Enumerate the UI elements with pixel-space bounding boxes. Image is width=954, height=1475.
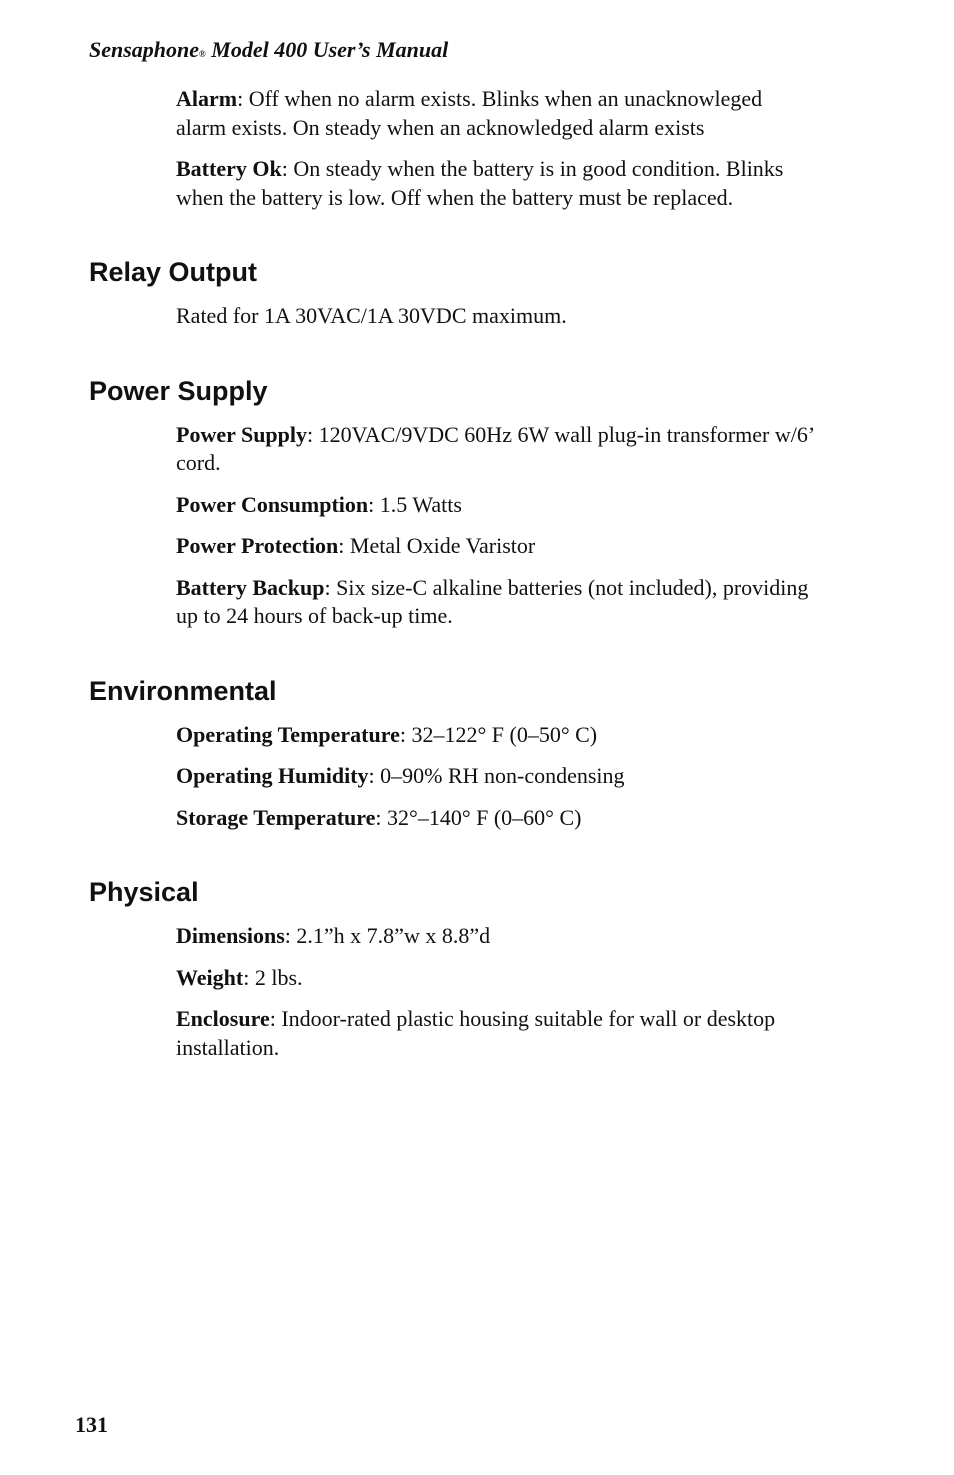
spec-label: Battery Backup [176, 574, 325, 600]
spec-item-operating-temperature [176, 721, 816, 750]
page-number: 131 [75, 1412, 108, 1437]
spec-text: : 32–122° F (0–50° C) [399, 721, 598, 747]
header-brand: Sensaphone [89, 37, 200, 62]
spec-item-storage-temperature [176, 804, 816, 833]
spec-item-battery-backup [176, 574, 816, 631]
spec-text: : 1.5 Watts [368, 491, 462, 517]
spec-item-weight [176, 964, 816, 993]
spec-label: Power Protection [176, 533, 339, 558]
spec-text: : Six size-C alkaline batteries (not included), providing up to 24 hours of back-up time. [176, 574, 809, 628]
spec-label: Power Supply [176, 421, 308, 447]
spec-item-relay-rating [176, 302, 816, 331]
spec-text: : On steady when the battery is in good condition. Blinks when the battery is low. Off when the battery must be replaced. [176, 156, 784, 210]
spec-text: : 2 lbs. [243, 964, 303, 990]
spec-label: Battery Ok [176, 156, 282, 181]
spec-label: Dimensions [176, 923, 285, 948]
spec-text: Rated for 1A 30VAC/1A 30VDC maximum. [176, 303, 567, 328]
spec-item-dimensions [176, 922, 816, 951]
spec-label: Enclosure [176, 1006, 270, 1031]
spec-text: : Metal Oxide Varistor [338, 533, 536, 558]
spec-label: Storage Temperature [176, 804, 376, 830]
spec-label: Weight [176, 964, 244, 990]
section-heading-relay-output: Relay Output [89, 257, 258, 287]
spec-label: Alarm [176, 86, 238, 111]
section-heading-environmental: Environmental [89, 675, 277, 706]
spec-text: : 120VAC/9VDC 60Hz 6W wall plug-in transformer w/6’ cord. [176, 421, 814, 475]
spec-item-power-consumption [176, 491, 816, 520]
spec-item-battery-ok [176, 155, 816, 212]
spec-item-alarm [176, 85, 816, 142]
spec-item-enclosure [176, 1005, 816, 1062]
header-title: Model 400 User’s Manual [205, 37, 449, 62]
spec-item-power-protection [176, 532, 816, 561]
running-header [89, 36, 448, 68]
spec-text: : 2.1”h x 7.8”w x 8.8”d [284, 923, 491, 948]
spec-label: Operating Humidity [176, 763, 369, 788]
spec-text: : Off when no alarm exists. Blinks when an unacknowleged alarm exists. On steady when an acknowledged alarm exists [176, 86, 763, 140]
spec-text: : 0–90% RH non-condensing [368, 763, 625, 788]
section-heading-power-supply: Power Supply [89, 375, 268, 406]
spec-text: : 32°–140° F (0–60° C) [375, 804, 582, 830]
document-body [0, 85, 954, 1075]
spec-label: Operating Temperature [176, 721, 400, 747]
registered-mark: ® [199, 49, 206, 59]
spec-item-operating-humidity [176, 762, 816, 791]
spec-item-power-supply [176, 421, 816, 478]
section-heading-physical: Physical [89, 877, 199, 907]
spec-text: : Indoor-rated plastic housing suitable for wall or desktop installation. [176, 1006, 776, 1060]
spec-label: Power Consumption [176, 491, 369, 517]
